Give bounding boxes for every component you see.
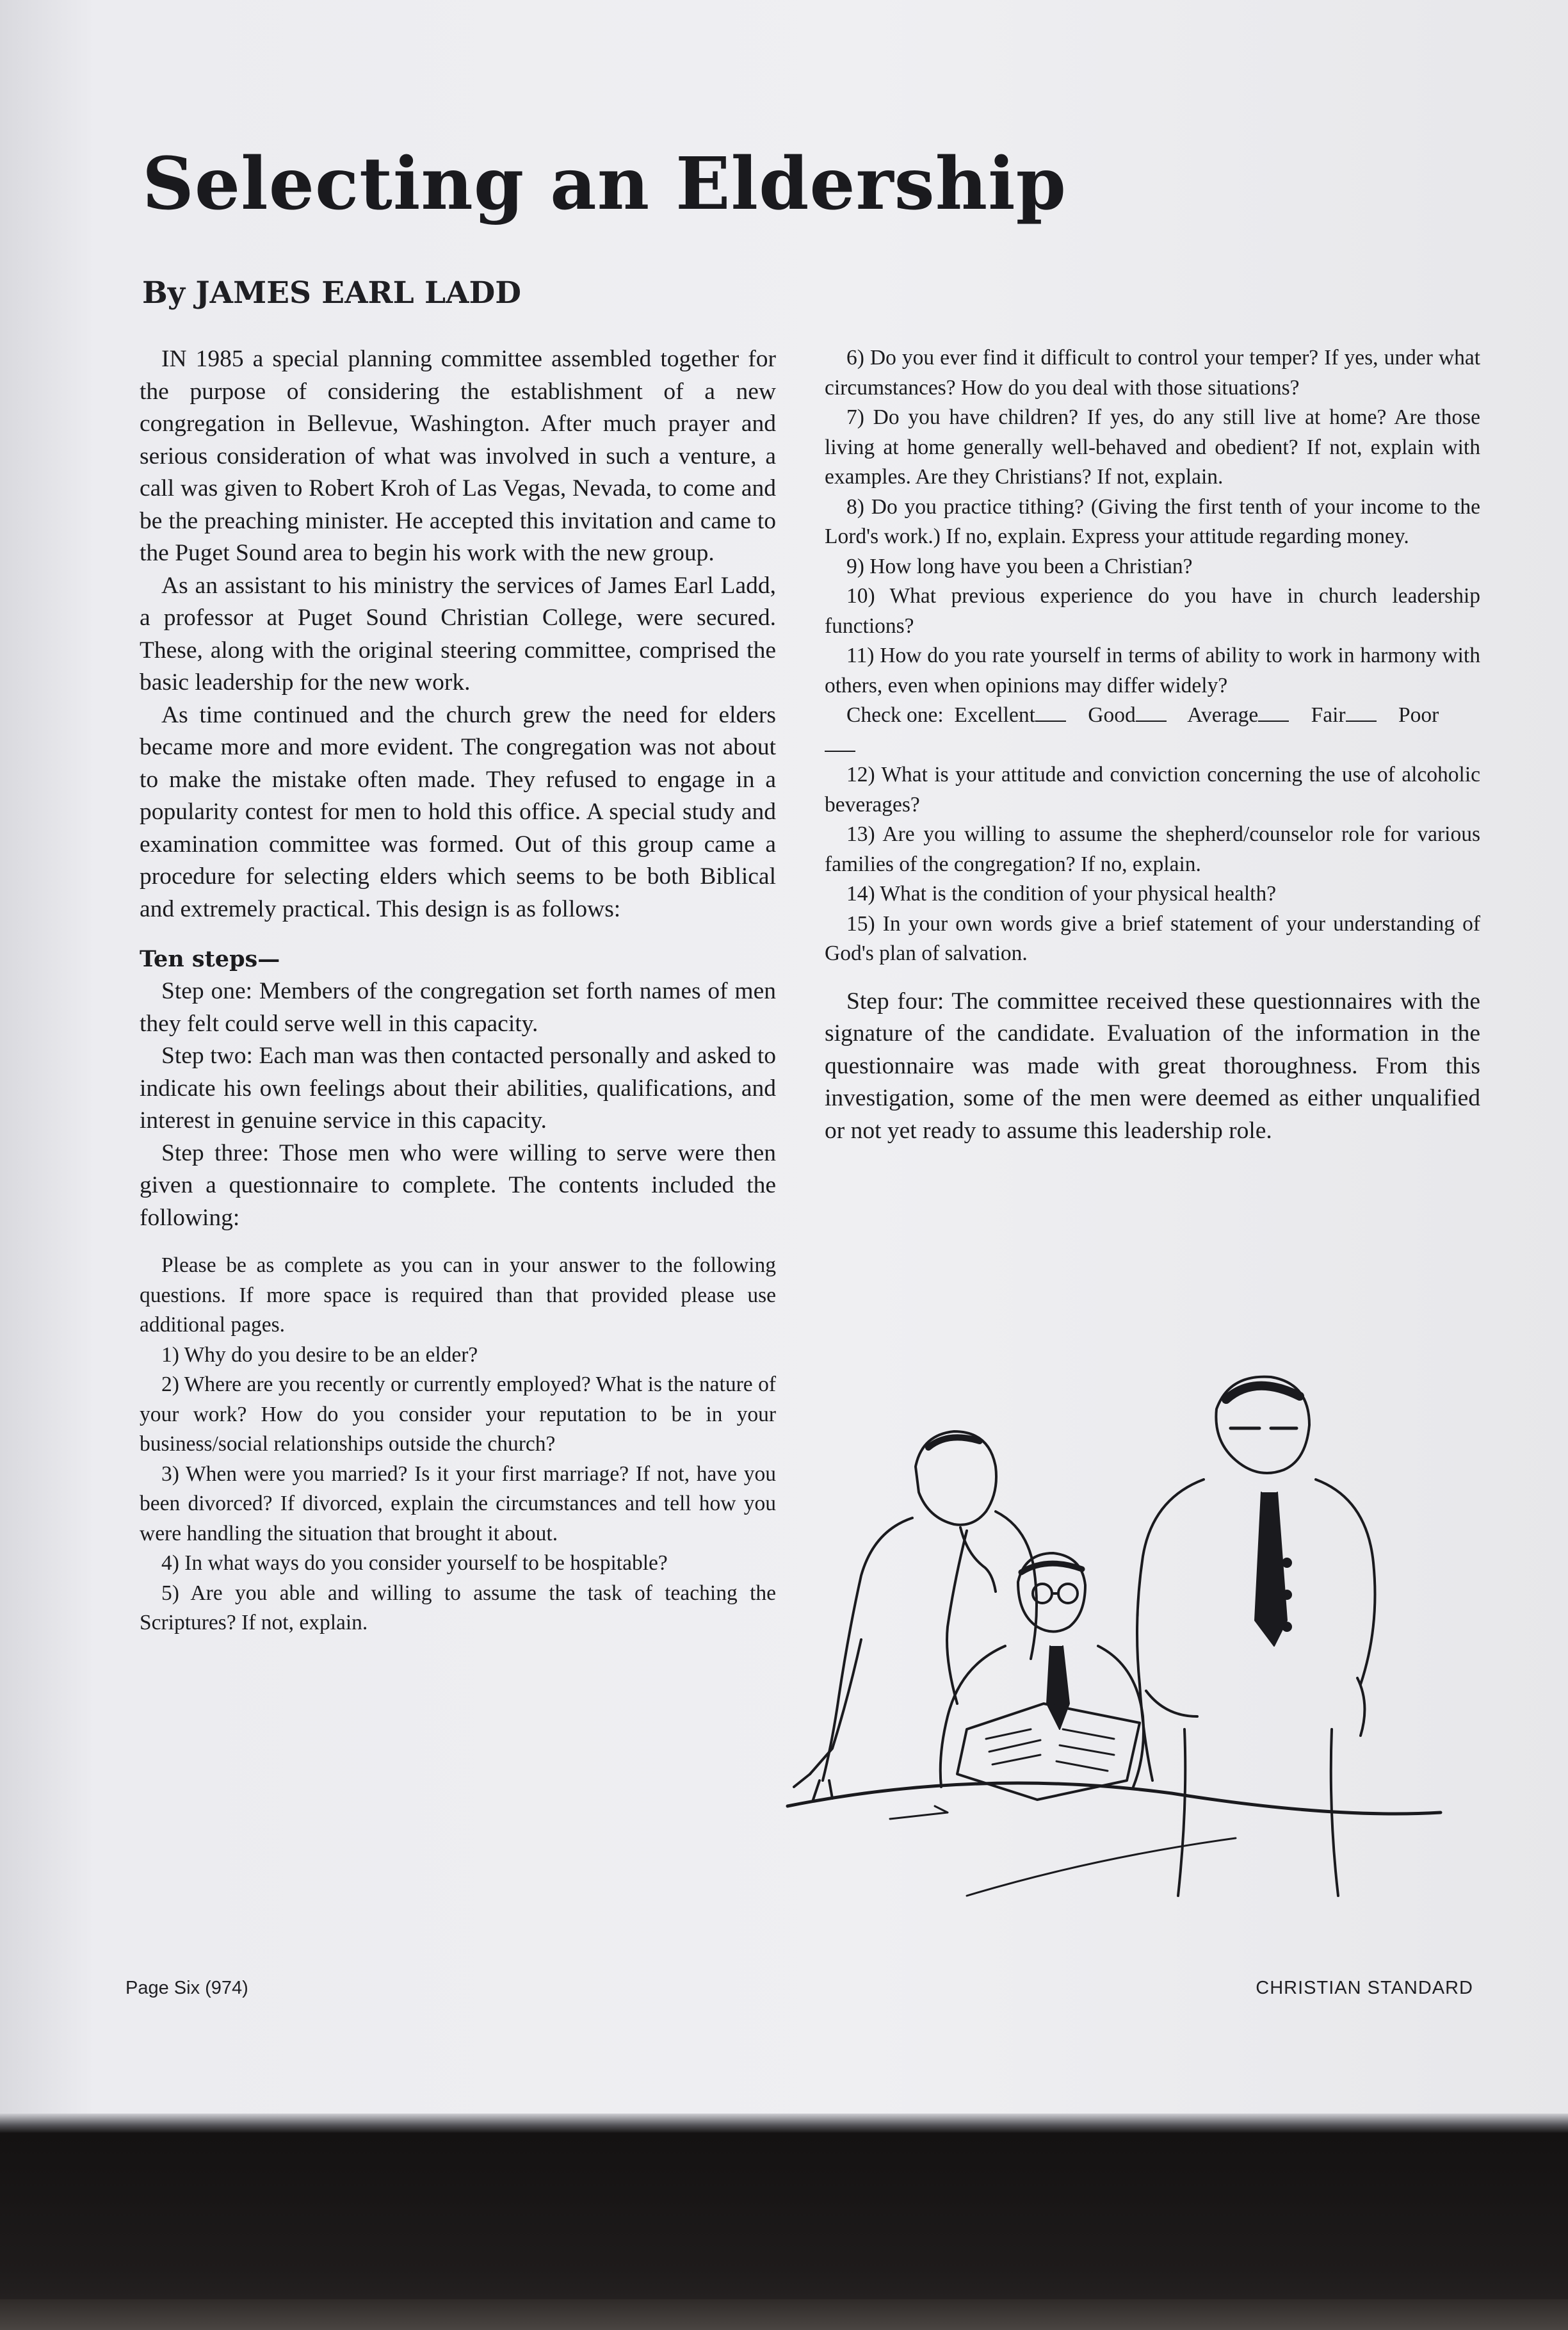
publication-name-footer: CHRISTIAN STANDARD — [1256, 1978, 1473, 1998]
elders-sketch-illustration — [775, 1371, 1492, 1941]
intro-paragraph: IN 1985 a special planning committee assembled together for the purpose of considering the establishment of a new congregation in Bellevue, Washington. After much prayer and serious consideration of what was involved in such a venture, a call was given to Robert Kroh of Las Vegas, Nevada, to come and be the preaching minister. He accepted this invitation and came to the Puget Sound area to begin his work with the new group. — [140, 346, 776, 566]
check-blank — [1258, 721, 1289, 722]
check-option: Good — [1088, 703, 1136, 727]
intro-paragraph: As time continued and the church grew the need for elders became more and more evident. The congregation was not about to make the mistake often made. They refused to engage in a popularity contest for men to hold this office. A special study and examination committee was formed. Out of this group came a procedure for selecting elders which seems to be both Biblical and extremely practical. This design is as follows: — [140, 701, 776, 922]
check-blank — [1035, 721, 1066, 722]
article-title: Selecting an Eldership — [142, 142, 1067, 226]
check-option: Poor — [1398, 703, 1439, 727]
left-column — [140, 343, 776, 1638]
check-label: Check one: — [846, 703, 944, 727]
check-option: Fair — [1311, 703, 1346, 727]
question-item: 9) How long have you been a Christian? — [846, 554, 1193, 578]
question-item: 15) In your own words give a brief statement of your understanding of God's plan of salvation. — [825, 911, 1480, 965]
question-item: 3) When were you married? Is it your first marriage? If not, have you been divorced? If divorced, explain the circumstances and tell how you were handling the situation that brought it about. — [140, 1462, 776, 1545]
question-item: 1) Why do you desire to be an elder? — [161, 1342, 478, 1367]
question-item: 7) Do you have children? If yes, do any still live at home? Are those living at home generally well-behaved and obedient? If not, explain with examples. Are they Christians? If not, explain. — [825, 405, 1480, 489]
question-item: 8) Do you practice tithing? (Giving the first tenth of your income to the Lord's work.) If no, explain. Express your attitude regarding money. — [825, 494, 1480, 548]
question-item: 2) Where are you recently or currently employed? What is the nature of your work? How do you consider your reputation to be in your business/social relationships outside the church? — [140, 1373, 776, 1456]
background-fabric-strip — [0, 2299, 1568, 2330]
spacer — [140, 1234, 776, 1251]
page-number-footer: Page Six (974) — [125, 1978, 248, 1998]
question-item: 11) How do you rate yourself in terms of ability to work in harmony with others, even when opinions may differ widely? — [825, 644, 1480, 697]
question-item: 10) What previous experience do you have in church leadership functions? — [825, 584, 1480, 638]
question-item: 6) Do you ever find it difficult to control your temper? If yes, under what circumstances? How do you deal with those situations? — [825, 346, 1480, 400]
section-heading: Ten steps— — [140, 946, 280, 972]
article-byline: By JAMES EARL LADD — [142, 275, 522, 311]
question-item: 13) Are you willing to assume the shepherd/counselor role for various families of the congregation? If no, explain. — [825, 822, 1480, 876]
right-column — [825, 343, 1480, 1147]
check-blank — [825, 751, 855, 752]
question-item: 5) Are you able and willing to assume the task of teaching the Scriptures? If not, explain. — [140, 1581, 776, 1634]
page-bottom-edge — [0, 2114, 1568, 2133]
check-option: Average — [1187, 703, 1259, 727]
check-blank — [1136, 721, 1167, 722]
intro-paragraph: As an assistant to his ministry the services of James Earl Ladd, a professor at Puget Sound Christian College, were secured. These, along with the original steering committee, comprised the basic leadership for the new work. — [140, 572, 776, 696]
step-paragraph: Step one: Members of the congregation set forth names of men they felt could serve well in this capacity. — [140, 978, 776, 1037]
step-paragraph: Step two: Each man was then contacted personally and asked to indicate his own feelings about their abilities, qualifications, and interest in genuine service in this capacity. — [140, 1043, 776, 1134]
rating-check-line — [825, 701, 1480, 760]
question-item: 12) What is your attitude and conviction concerning the use of alcoholic beverages? — [825, 763, 1480, 817]
spacer — [825, 969, 1480, 986]
step-four-paragraph: Step four: The committee received these questionnaires with the signature of the candidate. Evaluation of the information in the questionnaire was made with great thoroughness. From this investigation, some of the men were deemed as either unqualified or not yet ready to assume this leadership role. — [825, 988, 1480, 1144]
step-paragraph: Step three: Those men who were willing to serve were then given a questionnaire to complete. The contents included the following: — [140, 1139, 776, 1231]
questionnaire-intro: Please be as complete as you can in your answer to the following questions. If more space is required than that provided please use additional pages. — [140, 1253, 776, 1337]
question-item: 14) What is the condition of your physical health? — [846, 882, 1277, 906]
check-blank — [1346, 721, 1377, 722]
question-item: 4) In what ways do you consider yourself to be hospitable? — [161, 1551, 668, 1575]
check-option: Excellent — [954, 703, 1035, 727]
